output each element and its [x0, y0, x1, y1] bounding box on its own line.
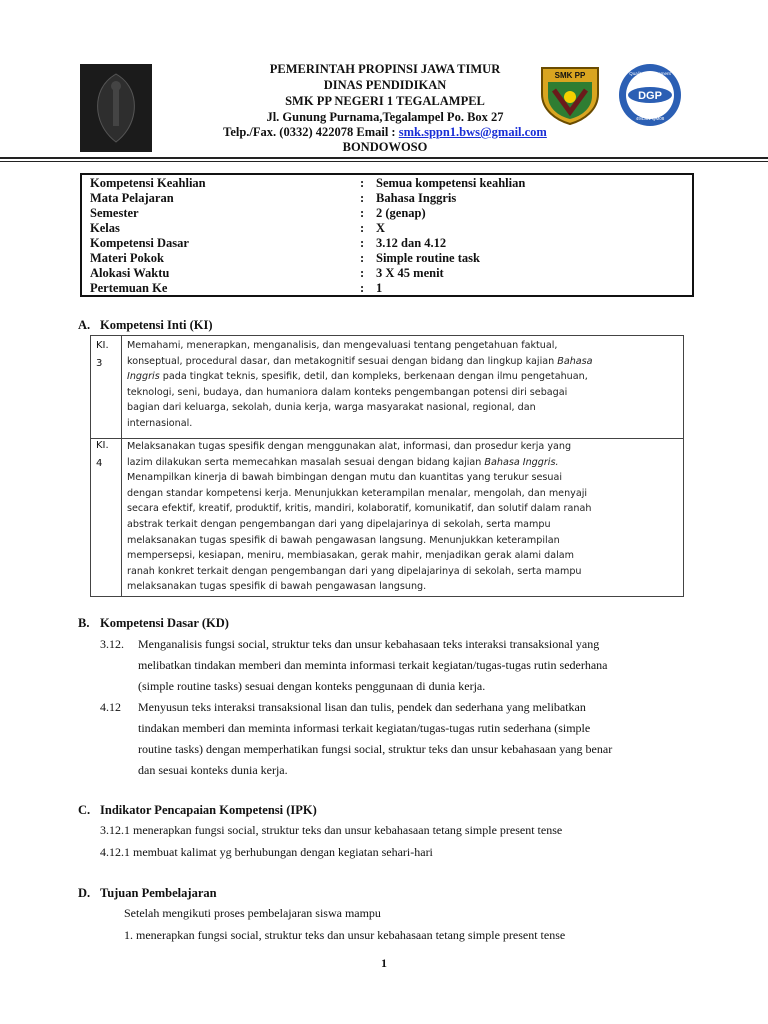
header-line-2: DINAS PENDIDIKAN: [323, 78, 447, 92]
tujuan-item-1: 1. menerapkan fungsi social, struktur teks dan unsur kebahasaan tetang simple present tense: [124, 928, 566, 942]
section-c-heading: C. Indikator Pencapaian Kompetensi (IPK): [78, 803, 317, 817]
header-address: Jl. Gunung Purnama,Tegalampel Po. Box 27: [266, 110, 504, 124]
ki-table: [90, 335, 684, 597]
header-line-3: SMK PP NEGERI 1 TEGALAMPEL: [285, 94, 485, 108]
header-phone: Telp./Fax. (0332) 422078 Email :: [223, 125, 399, 139]
government-emblem-logo: [80, 64, 152, 152]
tujuan-intro: Setelah mengikuti proses pembelajaran siswa mampu: [124, 906, 381, 920]
email-link[interactable]: smk.sppn1.bws@gmail.com: [398, 125, 547, 139]
svg-text:Quality Management: Quality Management: [629, 71, 671, 76]
header-divider-thick: [0, 157, 768, 159]
ipk-3-12-1: 3.12.1 menerapkan fungsi social, struktur teks dan unsur kebahasaan tetang simple present tense: [100, 823, 563, 837]
ki-4-label: KI. 4: [96, 440, 109, 469]
shield-icon: [538, 64, 602, 126]
header-divider-thin: [0, 161, 768, 162]
svg-text:DGP: DGP: [638, 90, 662, 102]
ipk-4-12-1: 4.12.1 membuat kalimat yg berhubungan dengan kegiatan sehari-hari: [100, 845, 433, 859]
header-line-1: PEMERINTAH PROPINSI JAWA TIMUR: [269, 62, 501, 76]
svg-text:SMK PP: SMK PP: [554, 71, 586, 80]
page-number: 1: [381, 956, 387, 970]
ki-4-text: Melaksanakan tugas spesifik dengan menggunakan alat, informasi, dan prosedur kerja yang lazim dilakukan serta memecahkan masalah sesuai dengan bidang kajian Bahasa Inggris. Menampilkan kinerja di bawah bimbingan dengan mutu dan kuantitas yang terukur sesuai dengan standar kompetensi kerja. Menunjukkan keterampilan menalar, mengolah, dan menyaji secara efektif, kreatif, produktif, kritis, mandiri, kolaboratif, komunikatif, dan solutif dalam ranah abstrak terkait dengan pengembangan dari yang dipelajarinya di sekolah, serta mampu melaksanakan tugas spesifik di bawah pengawasan langsung. Menunjukkan keterampilan mempersepsi, kesiapan, meniru, membiasakan, gerak mahir, menjadikan gerak alami dalam ranah konkret terkait dengan pengembangan dari yang dipelajarinya di sekolah, serta mampu melaksanakan tugas spesifik di bawah pengawasan langsung.: [127, 441, 592, 593]
header-city: BONDOWOSO: [342, 140, 428, 154]
smk-pp-logo: [538, 64, 602, 126]
section-b-heading: B. Kompetensi Dasar (KD): [78, 616, 229, 630]
kd-4-12: 4.12 Menyusun teks interaksi transaksional lisan dan tulis, pendek dan sederhana yang melibatkan tindakan memberi dan meminta informasi terkait kegiatan/tugas-tugas rutin sederhana (simple routine tasks) dengan memperhatikan fungsi social, struktur teks dan unsur kebahasaan yang benar dan sesuai konteks dunia kerja.: [100, 700, 613, 777]
ki-3-text: Memahami, menerapkan, menganalisis, dan mengevaluasi tentang pengetahuan faktual, konseptual, procedural dasar, dan metakognitif sesuai dengan bidang dan lingkup kajian Bahasa Inggris pada tingkat teknis, spesifik, detil, dan kompleks, berkenaan dengan ilmu pengetahuan, teknologi, seni, budaya, dan humaniora dalam konteks pengembangan potensi diri sebagai bagian dari keluarga, sekolah, dunia kerja, warga masyarakat nasional, regional, dan internasional.: [127, 340, 593, 429]
header-contact: [160, 125, 610, 140]
section-a-heading: A. Kompetensi Inti (KI): [78, 318, 213, 332]
dgp-quality-logo: [614, 62, 686, 130]
emblem-icon: [80, 64, 152, 152]
ki-3-label: KI. 3: [96, 340, 109, 369]
kd-3-12: 3.12. Menganalisis fungsi social, struktur teks dan unsur kebahasaan teks interaksi transaksional yang melibatkan tindakan memberi dan meminta informasi terkait kegiatan/tugas-tugas rutin sederhana (simple routine tasks) sesuai dengan konteks penggunaan di dunia kerja.: [100, 637, 608, 693]
svg-text:494381 QM08: 494381 QM08: [635, 116, 665, 121]
quality-badge-icon: [614, 62, 686, 130]
identity-table: Kompetensi Keahlian : Semua kompetensi keahlian Mata Pelajaran : Bahasa Inggris Semester : 2 (genap) Kelas : X Kompetensi Dasar : 3.12 dan 4.12 Materi Pokok : Simple routine task Alokasi Waktu : 3 X 45 menit Pertemuan Ke : 1: [80, 173, 694, 297]
section-d-heading: D. Tujuan Pembelajaran: [78, 886, 217, 900]
